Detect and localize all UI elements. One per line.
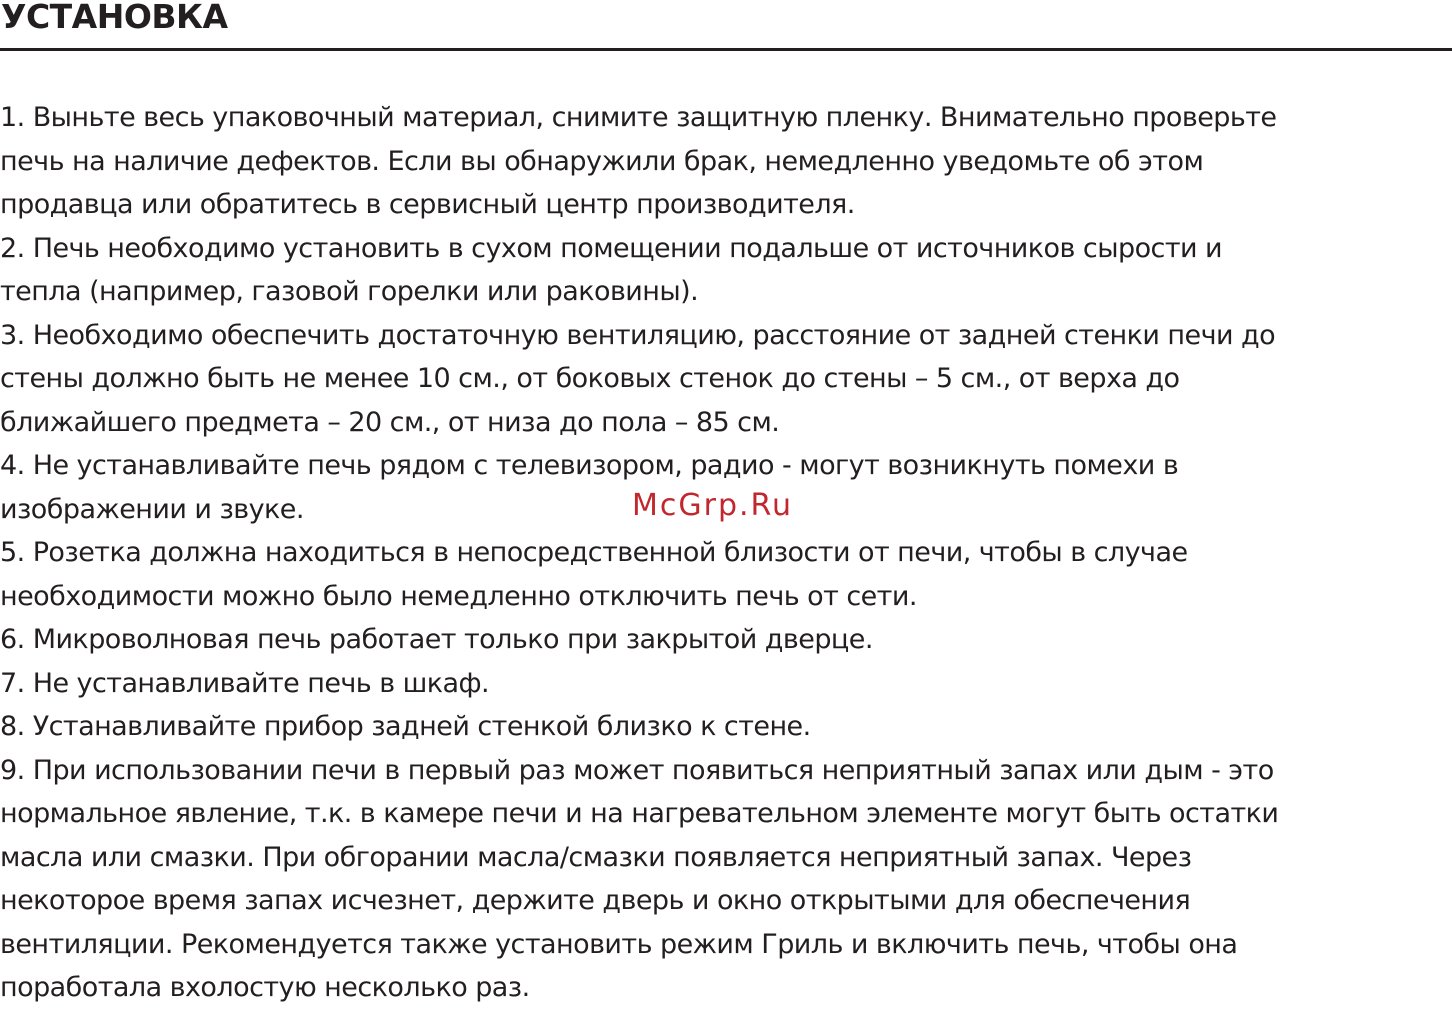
instruction-line: печь на наличие дефектов. Если вы обнаружили брак, немедленно уведомьте об этом bbox=[0, 145, 1204, 177]
instruction-line: некоторое время запах исчезнет, держите дверь и окно открытыми для обеспечения bbox=[0, 885, 1191, 916]
instruction-line: масла или смазки. При обгорании масла/смазки появляется неприятный запах. Через bbox=[0, 841, 1192, 873]
instruction-line: 8. Устанавливайте прибор задней стенкой близко к стене. bbox=[0, 711, 811, 742]
section-title: УСТАНОВКА bbox=[1, 0, 228, 36]
instruction-line: 7. Не устанавливайте печь в шкаф. bbox=[0, 667, 490, 699]
watermark: McGrp.Ru bbox=[632, 488, 794, 523]
instruction-line: тепла (например, газовой горелки или раковины). bbox=[0, 276, 699, 307]
instruction-line: 3. Необходимо обеспечить достаточную вентиляцию, расстояние от задней стенки печи до bbox=[0, 319, 1276, 351]
instruction-line: вентиляции. Рекомендуется также установить режим Гриль и включить печь, чтобы она bbox=[0, 928, 1238, 960]
instruction-line: продавца или обратитесь в сервисный центр производителя. bbox=[0, 189, 855, 220]
instruction-line: 1. Выньте весь упаковочный материал, снимите защитную пленку. Внимательно проверьте bbox=[0, 102, 1277, 133]
instruction-line: нормальное явление, т.к. в камере печи и на нагревательном элементе могут быть остатки bbox=[0, 798, 1279, 829]
instruction-line: поработала вхолостую несколько раз. bbox=[0, 972, 530, 1003]
instruction-line: 6. Микроволновая печь работает только при закрытой дверце. bbox=[0, 624, 873, 655]
instruction-line: ближайшего предмета – 20 см., от низа до пола – 85 см. bbox=[0, 406, 780, 438]
instruction-line: 5. Розетка должна находиться в непосредственной близости от печи, чтобы в случае bbox=[0, 537, 1188, 568]
instruction-line: изображении и звуке. bbox=[0, 493, 304, 525]
instruction-line: 4. Не устанавливайте печь рядом с телевизором, радио - могут возникнуть помехи в bbox=[0, 450, 1179, 481]
instruction-line: 2. Печь необходимо установить в сухом помещении подальше от источников сырости и bbox=[0, 232, 1223, 264]
installation-instructions bbox=[0, 96, 1450, 1010]
instruction-line: 9. При использовании печи в первый раз может появиться неприятный запах или дым - это bbox=[0, 754, 1274, 786]
instruction-line: стены должно быть не менее 10 см., от боковых стенок до стены – 5 см., от верха до bbox=[0, 363, 1180, 394]
instruction-line: необходимости можно было немедленно отключить печь от сети. bbox=[0, 580, 917, 612]
title-underline-divider bbox=[0, 48, 1452, 51]
